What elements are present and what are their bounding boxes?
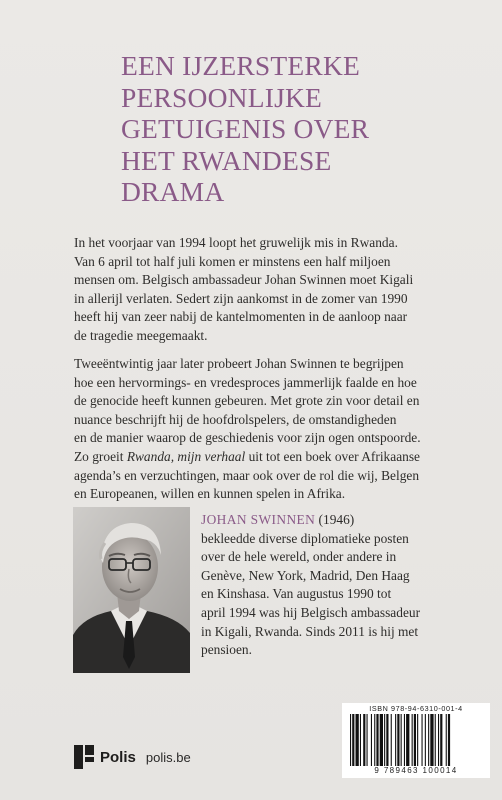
barcode-bar	[422, 714, 423, 766]
barcode-bar	[374, 714, 375, 766]
summary-paragraph	[74, 355, 484, 504]
text-line: en de manier waarop de geschiedenis voor zijn ogen ontspoorde.	[74, 430, 421, 446]
bio-line: pensioen.	[201, 642, 252, 658]
text-line: nuance beschrijft hij de hoofdrolspelers, de omstandigheden	[74, 411, 397, 427]
text-line: en Europeanen, willen en kunnen spelen in Afrika.	[74, 486, 346, 502]
bio-line: bekleedde diverse diplomatieke posten	[201, 530, 409, 546]
barcode-bar	[430, 714, 433, 766]
headline-line: HET RWANDESE	[121, 144, 332, 176]
barcode-bar	[391, 714, 392, 766]
barcode-bar	[412, 714, 413, 766]
barcode-bar	[425, 714, 426, 766]
bio-line: Genève, New York, Madrid, Den Haag	[201, 567, 410, 583]
barcode-bar	[386, 714, 388, 766]
author-heading-line	[201, 511, 491, 530]
author-portrait-image	[73, 507, 190, 673]
text-line: in allerijl verlaten. Sedert zijn aankomst in de zomer van 1990	[74, 290, 408, 306]
barcode-bar	[371, 714, 372, 766]
headline-line: DRAMA	[121, 176, 225, 207]
barcode-bar	[435, 714, 436, 766]
headline-line: PERSOONLIJKE	[121, 81, 323, 113]
intro-paragraph	[74, 234, 484, 346]
headline-line: EEN IJZERSTERKE	[121, 50, 361, 81]
text-fragment: uit tot een boek over Afrikaanse	[245, 448, 420, 464]
barcode-bar	[356, 714, 359, 766]
text-line: heeft hij van zeer nabij de kantelmomenten in de aanloop naar	[74, 309, 408, 325]
text-line: Tweeëntwintig jaar later probeert Johan Swinnen te begrijpen	[74, 356, 404, 371]
text-line: hoe een hervormings- en vredesproces jammerlijk faalde en hoe	[74, 374, 417, 390]
author-photo	[73, 507, 190, 673]
bio-line: en Kinshasa. Van augustus 1990 tot	[201, 586, 392, 602]
text-fragment: Zo groeit	[74, 448, 127, 464]
barcode-bar	[438, 714, 439, 766]
barcode-bar	[395, 714, 396, 766]
barcode-bar	[401, 714, 402, 766]
text-line: de tragedie meegemaakt.	[74, 327, 208, 343]
book-title: Rwanda, mijn verhaal	[126, 448, 246, 464]
barcode-bar	[428, 714, 429, 766]
text-line-with-title	[74, 448, 484, 467]
barcode-bar	[404, 714, 405, 766]
barcode-bar	[352, 714, 354, 766]
bio-line: april 1994 was hij Belgisch ambassadeur	[201, 604, 421, 620]
barcode-bar	[448, 714, 450, 766]
barcode-bar	[417, 714, 418, 766]
barcode-bar	[350, 714, 351, 766]
bio-line: over de hele wereld, onder andere in	[201, 549, 397, 565]
barcode-bars	[348, 714, 484, 766]
barcode-bar	[363, 714, 365, 766]
isbn-barcode	[342, 703, 490, 778]
barcode-bar	[360, 714, 361, 766]
barcode-bar	[406, 714, 409, 766]
text-line: agenda’s en verzuchtingen, maar ook over de rol die wij, Belgen	[74, 467, 420, 483]
publisher-name: Polis	[100, 748, 136, 766]
barcode-bar	[380, 714, 383, 766]
barcode-digits: 9 789463 100014	[374, 766, 458, 775]
barcode-bar	[376, 714, 378, 766]
publisher-url: polis.be	[145, 749, 191, 765]
author-years: (1946)	[318, 512, 355, 527]
barcode-bar	[414, 714, 416, 766]
barcode-bar	[397, 714, 399, 766]
barcode-bar	[446, 714, 447, 766]
text-line: mensen om. Belgisch ambassadeur Johan Swinnen moet Kigali	[74, 272, 414, 288]
polis-logo-icon	[74, 745, 94, 769]
barcode-bar	[367, 714, 368, 766]
barcode-bar	[384, 714, 385, 766]
author-bio	[201, 511, 491, 660]
text-line: In het voorjaar van 1994 loopt het gruwelijk mis in Rwanda.	[74, 235, 398, 250]
headline-line: GETUIGENIS OVER	[121, 113, 370, 144]
text-line: de genocide heeft kunnen gebeuren. Met grote zin voor detail en	[74, 393, 420, 409]
text-line: Van 6 april tot half juli komen er minstens een half miljoen	[74, 253, 391, 269]
headline	[121, 50, 491, 208]
author-name: JOHAN SWINNEN	[201, 512, 316, 527]
publisher-logo	[74, 745, 191, 769]
isbn-label: ISBN 978-94-6310-001-4	[369, 704, 463, 713]
bio-line: in Kigali, Rwanda. Sinds 2011 is hij met	[201, 623, 419, 639]
barcode-bar	[440, 714, 442, 766]
